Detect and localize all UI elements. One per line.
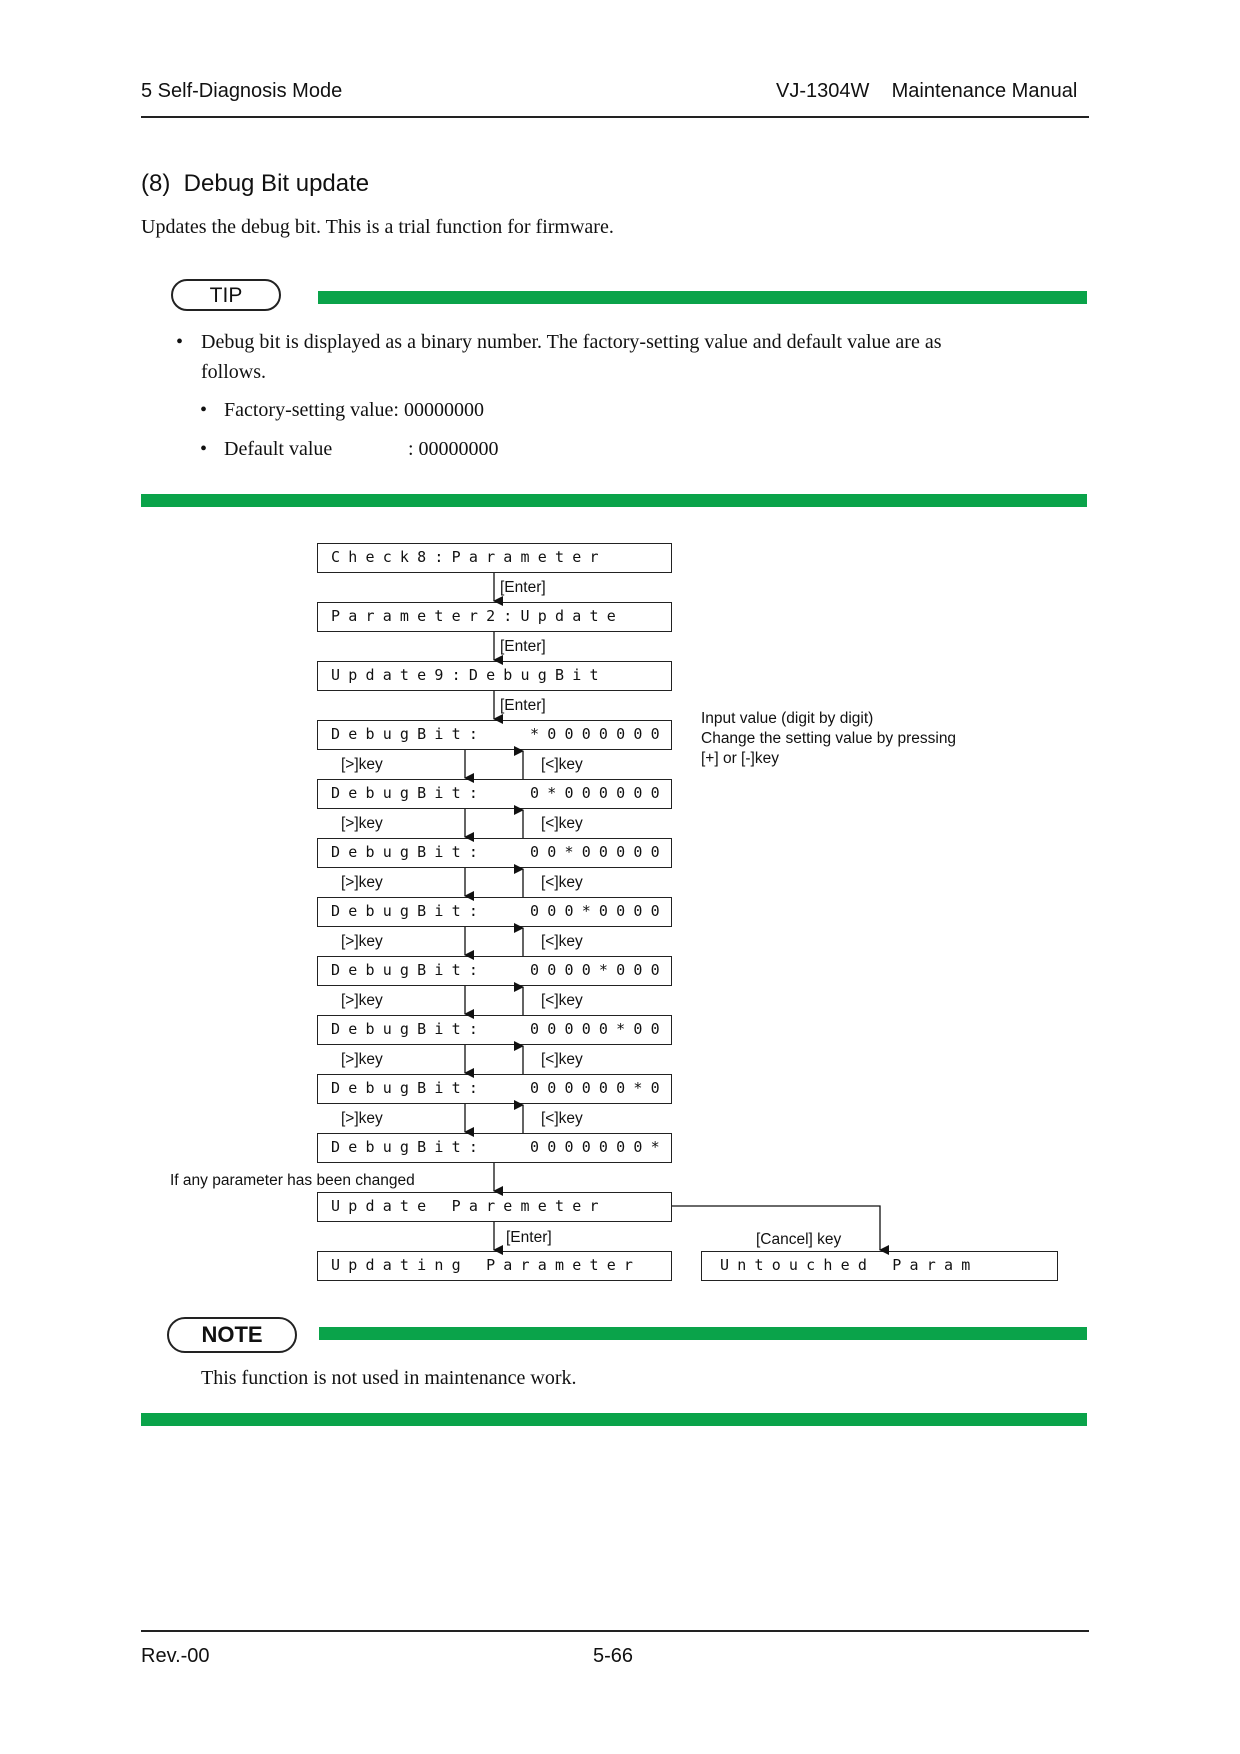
input-note-line2: Change the setting value by pressing bbox=[701, 730, 957, 747]
debugbit-label: DebugBit: bbox=[331, 1020, 487, 1038]
debugbit-label: DebugBit: bbox=[331, 1138, 487, 1156]
left-key-label: [<]key bbox=[541, 933, 583, 950]
note-bottom-bar bbox=[141, 1413, 1087, 1426]
tip-bullet-line1: Debug bit is displayed as a binary number. The factory-setting value and default value are as bbox=[201, 331, 942, 353]
lcd-updating-parameter: Updating Parameter bbox=[317, 1251, 672, 1281]
debugbit-value: 000*0000 bbox=[530, 902, 668, 920]
debugbit-value: 00000*00 bbox=[530, 1020, 668, 1038]
bullet-dot: • bbox=[176, 331, 184, 353]
input-note-line3: [+] or [-]key bbox=[701, 750, 779, 767]
tip-badge: TIP bbox=[171, 279, 281, 311]
debugbit-label: DebugBit: bbox=[331, 725, 487, 743]
right-key-label: [>]key bbox=[341, 992, 383, 1009]
left-key-label: [<]key bbox=[541, 992, 583, 1009]
right-key-label: [>]key bbox=[341, 1051, 383, 1068]
debugbit-value: 000000*0 bbox=[530, 1079, 668, 1097]
input-note-line1: Input value (digit by digit) bbox=[701, 710, 874, 727]
debugbit-value: 0000*000 bbox=[530, 961, 668, 979]
left-key-label: [<]key bbox=[541, 815, 583, 832]
enter-label: [Enter] bbox=[500, 697, 546, 714]
right-key-label: [>]key bbox=[341, 756, 383, 773]
left-key-label: [<]key bbox=[541, 756, 583, 773]
right-key-label: [>]key bbox=[341, 874, 383, 891]
note-badge: NOTE bbox=[167, 1317, 297, 1353]
intro-text: Updates the debug bit. This is a trial function for firmware. bbox=[141, 216, 614, 238]
changed-note: If any parameter has been changed bbox=[170, 1172, 415, 1189]
enter-label: [Enter] bbox=[506, 1229, 552, 1246]
footer-rule bbox=[141, 1630, 1089, 1632]
debugbit-label: DebugBit: bbox=[331, 902, 487, 920]
debugbit-value: 0000000* bbox=[530, 1138, 668, 1156]
tip-bullet-line2: follows. bbox=[201, 361, 266, 383]
tip-sub-default-label: Default value bbox=[224, 438, 333, 460]
header-manual: VJ-1304W Maintenance Manual bbox=[776, 80, 1078, 102]
debugbit-label: DebugBit: bbox=[331, 1079, 487, 1097]
cancel-key-label: [Cancel] key bbox=[756, 1231, 842, 1248]
bullet-dot: • bbox=[200, 438, 208, 460]
tip-sub-default-value: : 00000000 bbox=[408, 438, 499, 460]
bullet-dot: • bbox=[200, 399, 208, 421]
right-key-label: [>]key bbox=[341, 815, 383, 832]
tip-sub-factory: Factory-setting value: 00000000 bbox=[224, 399, 484, 421]
debugbit-label: DebugBit: bbox=[331, 843, 487, 861]
footer-page: 5-66 bbox=[593, 1645, 634, 1667]
lcd-parameter: Parameter2:Update bbox=[317, 602, 672, 632]
note-top-bar bbox=[319, 1327, 1087, 1340]
section-heading: (8) Debug Bit update bbox=[141, 170, 370, 197]
note-text: This function is not used in maintenance work. bbox=[201, 1367, 577, 1389]
lcd-update: Update9:DebugBit bbox=[317, 661, 672, 691]
lcd-untouched-param: Untouched Param bbox=[701, 1251, 1058, 1281]
right-key-label: [>]key bbox=[341, 933, 383, 950]
debugbit-label: DebugBit: bbox=[331, 784, 487, 802]
enter-label: [Enter] bbox=[500, 579, 546, 596]
debugbit-value: 0*000000 bbox=[530, 784, 668, 802]
enter-label: [Enter] bbox=[500, 638, 546, 655]
debugbit-value: *0000000 bbox=[530, 725, 668, 743]
footer-rev: Rev.-00 bbox=[141, 1645, 210, 1667]
left-key-label: [<]key bbox=[541, 1110, 583, 1127]
left-key-label: [<]key bbox=[541, 1051, 583, 1068]
left-key-label: [<]key bbox=[541, 874, 583, 891]
debugbit-label: DebugBit: bbox=[331, 961, 487, 979]
lcd-update-parameter: Update Paremeter bbox=[317, 1192, 672, 1222]
right-key-label: [>]key bbox=[341, 1110, 383, 1127]
debugbit-value: 00*00000 bbox=[530, 843, 668, 861]
header-section: 5 Self-Diagnosis Mode bbox=[141, 80, 343, 102]
lcd-check: Check8:Parameter bbox=[317, 543, 672, 573]
